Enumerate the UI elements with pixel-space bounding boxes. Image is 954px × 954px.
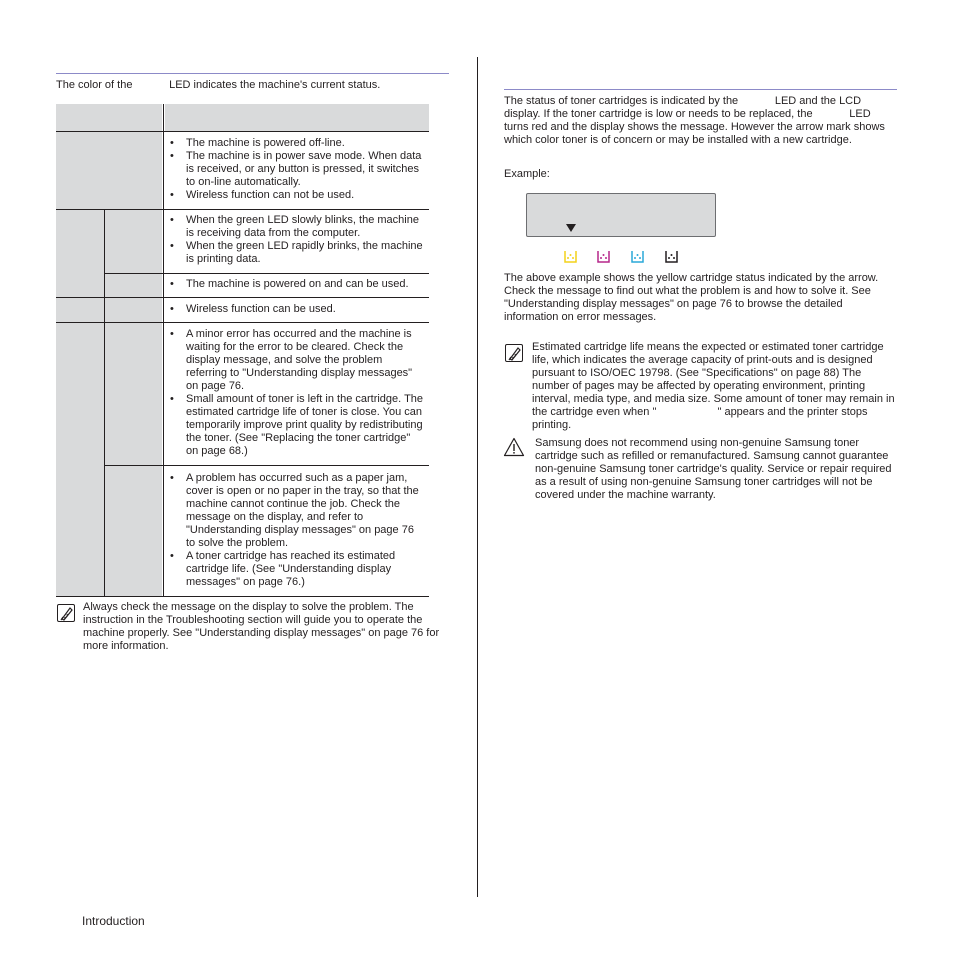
table-header-cell [56, 104, 162, 131]
list-item: • The machine is powered off-line. [167, 137, 425, 150]
table-row [167, 137, 425, 202]
list-item: • The machine is powered on and can be used. [167, 278, 429, 291]
table-line [105, 465, 429, 466]
status-label-cell [56, 210, 104, 297]
list-item: • A toner cartridge has reached its estimated cartridge life. (See "Understanding display messages" on page 76.) [167, 550, 425, 589]
toner-magenta-icon [597, 250, 610, 263]
toner-black-icon [665, 250, 678, 263]
list-item: • Small amount of toner is left in the cartridge. The estimated cartridge life of toner is close. You can temporarily improve print quality by redistributing the toner. (See "Replacing the toner cartridge" on page 68.) [167, 393, 425, 458]
list-item: • When the green LED rapidly brinks, the machine is printing data. [167, 240, 425, 266]
list-item: • Wireless function can be used. [167, 303, 425, 316]
toner-cyan-icon [631, 250, 644, 263]
status-label-cell [105, 210, 162, 273]
table-line [162, 210, 163, 596]
note-icon [57, 604, 75, 622]
table-line [105, 273, 429, 274]
section-rule-left [56, 73, 449, 74]
table-line [163, 104, 164, 596]
list-item: • When the green LED slowly blinks, the machine is receiving data from the computer. [167, 214, 425, 240]
table-row [167, 328, 425, 458]
list-item: • Wireless function can not be used. [167, 189, 425, 202]
note-text: Always check the message on the display to solve the problem. The instruction in the Troubleshooting section will guide you to operate the machine properly. See "Understanding display messages" on page 76 for more information. [83, 601, 440, 652]
note-icon [505, 344, 523, 362]
table-row [167, 472, 425, 589]
status-label-cell [56, 323, 104, 596]
arrow-down-icon [565, 223, 577, 233]
list-item: • A problem has occurred such as a paper jam, cover is open or no paper in the tray, so that the machine cannot continue the job. Check the message on the display, and refer to "Understanding display messages" on page 76 to solve the problem. [167, 472, 425, 550]
table-row [167, 214, 425, 266]
table-header-cell [165, 104, 429, 131]
column-divider [477, 57, 478, 897]
table-row [167, 303, 425, 316]
status-label-cell [105, 274, 162, 297]
list-item: • The machine is in power save mode. When data is received, or any button is pressed, it switches to on-line automatically. [167, 150, 425, 189]
status-label-cell [56, 132, 162, 209]
list-item: • A minor error has occurred and the machine is waiting for the error to be cleared. Check the display message, and solve the problem referring to "Understanding display messages" on page 76. [167, 328, 425, 393]
section-rule-right [504, 89, 897, 90]
toner-status-text: The status of toner cartridges is indicated by the LED and the LCD display. If the toner cartridge is low or needs to be replaced, the LED turns red and the display shows the message. However the arrow mark shows which color toner is of concern or may be installed with a new cartridge. [504, 95, 888, 146]
table-line [56, 209, 429, 210]
table-line [56, 322, 429, 323]
table-row [167, 278, 429, 291]
status-label-cell [105, 298, 162, 322]
example-explanation: The above example shows the yellow cartridge status indicated by the arrow. Check the message to find out what the problem is and how to solve it. See "Understanding display messages" on page 76 to browse the detailed information on error messages. [504, 272, 879, 323]
footer-section-label: Introduction [82, 914, 145, 928]
intro-text: The color of the LED indicates the machine's current status. [56, 79, 381, 91]
caution-icon [503, 437, 525, 457]
lcd-display [526, 193, 716, 237]
status-label-cell [105, 466, 162, 596]
status-label-cell [105, 323, 162, 465]
table-line [56, 131, 429, 132]
table-line [56, 596, 429, 597]
example-label: Example: [504, 168, 550, 180]
status-label-cell [56, 298, 104, 322]
caution-text: Samsung does not recommend using non-genuine Samsung toner cartridge such as refilled or remanufactured. Samsung cannot guarantee non-genuine Samsung toner cartridge's quality. Service or repair required as a result of using non-genuine Samsung toner cartridges will not be covered under the machine warranty. [535, 437, 892, 501]
toner-yellow-icon [564, 250, 577, 263]
table-line [56, 297, 429, 298]
cartridge-life-note: Estimated cartridge life means the expected or estimated toner cartridge life, which indicates the average capacity of print-outs and is designed pursuant to ISO/OEC 19798. (See "Specifications" on page 88) The number of pages may be affected by operating environment, printing interval, media type, and media size. Some amount of toner may remain in the cartridge even when " " appears and the printer stops printing. [532, 341, 898, 431]
table-line [104, 210, 105, 596]
